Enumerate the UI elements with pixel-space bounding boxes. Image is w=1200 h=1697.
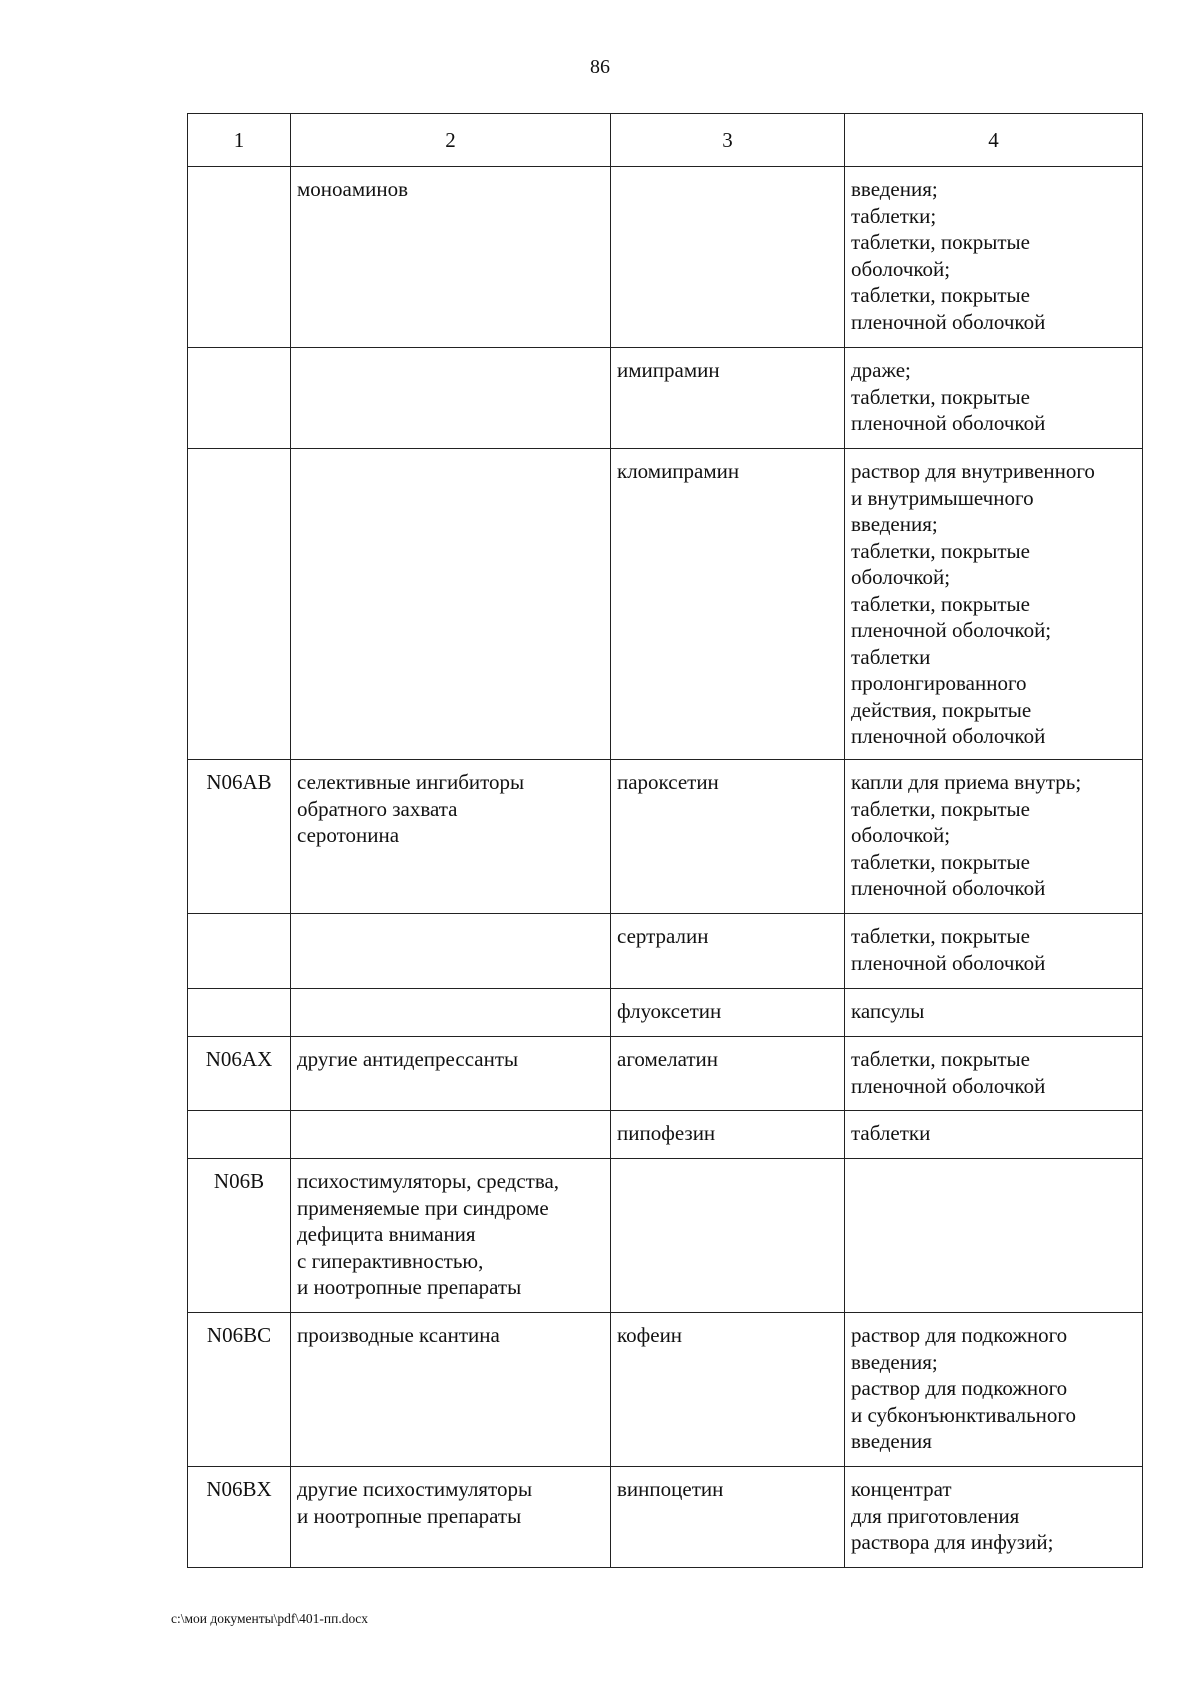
- atc-code-cell-text: N06BC: [206, 1323, 272, 1347]
- table-row: [188, 1313, 1143, 1467]
- dosage-forms-cell-text: таблетки, покрытые пленочной оболочкой: [851, 924, 1046, 975]
- group-name-cell-text: другие антидепрессанты: [297, 1047, 519, 1071]
- dosage-forms-cell-text: капли для приема внутрь; таблетки, покрытые оболочкой; таблетки, покрытые пленочной оболочкой: [851, 770, 1082, 900]
- group-name-cell: [291, 1111, 611, 1159]
- column-header-1: 1: [188, 114, 291, 167]
- atc-code-cell-text: N06AX: [205, 1047, 273, 1071]
- table-row: [188, 1467, 1143, 1568]
- drug-table: [187, 113, 1143, 1568]
- substance-cell: [611, 167, 845, 348]
- dosage-forms-cell-text: раствор для внутривенного и внутримышечного введения; таблетки, покрытые оболочкой; таблетки, покрытые пленочной оболочкой; таблетки пролонгированного действия, покрытые пленочной оболочкой: [851, 459, 1095, 748]
- group-name-cell: [291, 449, 611, 760]
- substance-cell: [611, 914, 845, 989]
- table-body: [188, 167, 1143, 1568]
- table-row: [188, 449, 1143, 760]
- substance-cell: [611, 1313, 845, 1467]
- page-number: 86: [590, 56, 610, 78]
- atc-code-cell: [188, 1111, 291, 1159]
- dosage-forms-cell: [845, 167, 1143, 348]
- substance-cell-text: сертралин: [617, 924, 709, 948]
- dosage-forms-cell-text: таблетки: [851, 1121, 931, 1145]
- atc-code-cell-text: N06AB: [206, 770, 272, 794]
- group-name-cell: [291, 1159, 611, 1313]
- atc-code-cell: [188, 760, 291, 914]
- table-row: [188, 914, 1143, 989]
- substance-cell: [611, 1467, 845, 1568]
- group-name-cell-text: производные ксантина: [297, 1323, 500, 1347]
- atc-code-cell: [188, 989, 291, 1037]
- atc-code-cell: [188, 1037, 291, 1111]
- table-row: [188, 348, 1143, 449]
- atc-code-cell: [188, 1159, 291, 1313]
- group-name-cell: [291, 914, 611, 989]
- dosage-forms-cell-text: капсулы: [851, 999, 925, 1023]
- group-name-cell-text: психостимуляторы, средства, применяемые при синдроме дефицита внимания с гиперактивностью, и ноотропные препараты: [297, 1169, 560, 1299]
- dosage-forms-cell: [845, 1111, 1143, 1159]
- group-name-cell-text: моноаминов: [297, 177, 409, 201]
- atc-code-cell: [188, 1467, 291, 1568]
- group-name-cell: [291, 1037, 611, 1111]
- dosage-forms-cell: [845, 760, 1143, 914]
- substance-cell: [611, 989, 845, 1037]
- substance-cell-text: кломипрамин: [617, 459, 740, 483]
- dosage-forms-cell: [845, 914, 1143, 989]
- substance-cell-text: агомелатин: [617, 1047, 719, 1071]
- table-row: [188, 1159, 1143, 1313]
- dosage-forms-cell-text: концентрат для приготовления раствора для инфузий;: [851, 1477, 1054, 1554]
- substance-cell-text: пароксетин: [617, 770, 719, 794]
- group-name-cell: [291, 1467, 611, 1568]
- substance-cell-text: пипофезин: [617, 1121, 716, 1145]
- group-name-cell: [291, 167, 611, 348]
- dosage-forms-cell-text: драже; таблетки, покрытые пленочной оболочкой: [851, 358, 1046, 435]
- dosage-forms-cell-text: таблетки, покрытые пленочной оболочкой: [851, 1047, 1046, 1098]
- dosage-forms-cell: [845, 348, 1143, 449]
- substance-cell: [611, 760, 845, 914]
- dosage-forms-cell: [845, 1159, 1143, 1313]
- footer-file-path: c:\мои документы\pdf\401-пп.docx: [171, 1611, 368, 1626]
- dosage-forms-cell: [845, 1467, 1143, 1568]
- substance-cell: [611, 348, 845, 449]
- group-name-cell: [291, 989, 611, 1037]
- table-row: [188, 1037, 1143, 1111]
- substance-cell-text: имипрамин: [617, 358, 720, 382]
- dosage-forms-cell-text: введения; таблетки; таблетки, покрытые оболочкой; таблетки, покрытые пленочной оболочкой: [851, 177, 1046, 334]
- substance-cell: [611, 1159, 845, 1313]
- group-name-cell-text: другие психостимуляторы и ноотропные препараты: [297, 1477, 533, 1528]
- atc-code-cell-text: N06BX: [206, 1477, 272, 1501]
- atc-code-cell: [188, 449, 291, 760]
- atc-code-cell: [188, 348, 291, 449]
- substance-cell: [611, 1037, 845, 1111]
- dosage-forms-cell: [845, 1313, 1143, 1467]
- dosage-forms-cell: [845, 1037, 1143, 1111]
- dosage-forms-cell: [845, 449, 1143, 760]
- substance-cell: [611, 449, 845, 760]
- table-header-row: [188, 114, 1143, 167]
- table-row: [188, 760, 1143, 914]
- dosage-forms-cell-text: раствор для подкожного введения; раствор для подкожного и субконъюнктивального введения: [851, 1323, 1076, 1453]
- group-name-cell: [291, 1313, 611, 1467]
- substance-cell-text: винпоцетин: [617, 1477, 724, 1501]
- column-header-3: 3: [611, 114, 845, 167]
- atc-code-cell: [188, 167, 291, 348]
- table-row: [188, 1111, 1143, 1159]
- group-name-cell-text: селективные ингибиторы обратного захвата серотонина: [297, 770, 525, 847]
- table-row: [188, 989, 1143, 1037]
- substance-cell: [611, 1111, 845, 1159]
- dosage-forms-cell: [845, 989, 1143, 1037]
- column-header-2: 2: [291, 114, 611, 167]
- column-header-4: 4: [845, 114, 1143, 167]
- group-name-cell: [291, 760, 611, 914]
- atc-code-cell-text: N06B: [213, 1169, 265, 1193]
- atc-code-cell: [188, 1313, 291, 1467]
- substance-cell-text: кофеин: [617, 1323, 683, 1347]
- substance-cell-text: флуоксетин: [617, 999, 722, 1023]
- atc-code-cell: [188, 914, 291, 989]
- table-row: [188, 167, 1143, 348]
- group-name-cell: [291, 348, 611, 449]
